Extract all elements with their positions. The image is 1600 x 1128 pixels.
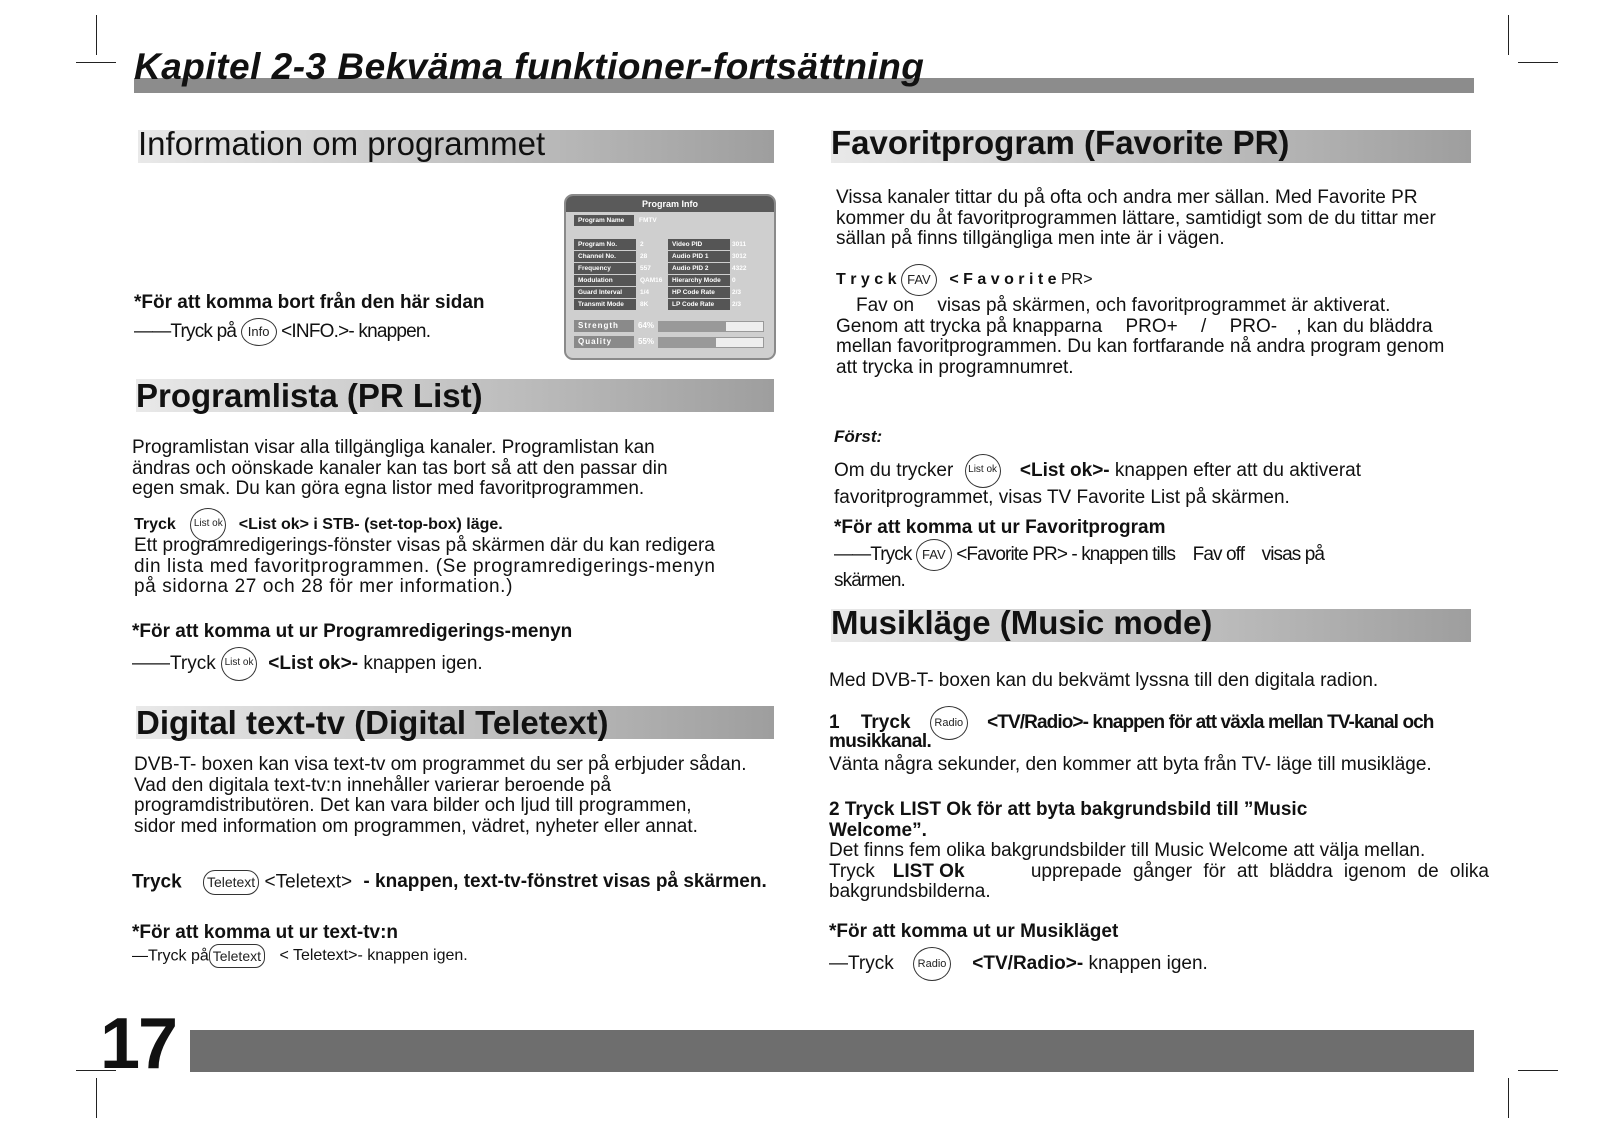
strength-bar	[658, 321, 764, 332]
favorite-first-block	[834, 427, 1494, 508]
teletext-exit-block	[132, 923, 772, 968]
quality-bar	[658, 337, 764, 348]
teletext-intro-line: DVB-T- boxen kan visa text-tv om programmet du ser på erbjuder sådan.	[134, 754, 747, 775]
program-info-value: 28	[640, 253, 648, 260]
teletext-press-label: Tryck	[132, 871, 182, 893]
music-exit-line	[829, 947, 1489, 981]
music-exit-prefix: —Tryck	[829, 952, 894, 974]
program-info-panel	[564, 194, 776, 360]
fav-button-icon: FAV	[901, 264, 937, 296]
program-info-label: Audio PID 2	[668, 263, 730, 274]
teletext-press-text: - knappen, text-tv-fönstret visas på skärmen.	[363, 871, 767, 893]
favorite-exit-heading: *För att komma ut ur Favoritprogram	[834, 517, 1166, 538]
program-info-value: 8K	[640, 301, 649, 308]
program-info-label: LP Code Rate	[668, 299, 730, 310]
section-title-music: Musikläge (Music mode)	[831, 604, 1213, 641]
music-exit-suffix: knappen igen.	[1088, 952, 1208, 974]
pro-minus-text: PRO-	[1229, 315, 1278, 337]
music-step1-line: musikkanal.	[829, 731, 932, 752]
strength-value: 64%	[638, 321, 655, 330]
teletext-button-icon: Teletext	[203, 870, 259, 895]
teletext-intro-line: Vad den digitala text-tv:n innehåller varierar beroende på	[134, 774, 612, 796]
favorite-exit-suffix: <Favorite PR> - knappen tills Fav off visas på	[956, 543, 1325, 565]
favorite-exit-line	[834, 539, 1494, 571]
favorite-exit-line: skärmen.	[834, 569, 905, 591]
list-ok-button-icon: List ok	[221, 647, 257, 681]
page-number: 17	[100, 1004, 177, 1084]
prlist-exit-suffix: knappen igen.	[363, 652, 483, 674]
fav-button-icon: FAV	[916, 539, 952, 571]
crop-mark	[96, 1078, 97, 1118]
music-step2-desc-part: upprepade gånger för att bläddra igenom de olika	[1030, 860, 1489, 882]
prlist-exit-key: <List ok>-	[268, 652, 359, 674]
teletext-press-key: <Teletext>	[264, 871, 353, 893]
program-info-label: Audio PID 1	[668, 251, 730, 262]
section-title-favorite: Favoritprogram (Favorite PR)	[831, 124, 1290, 161]
music-step1-num: 1	[829, 712, 840, 734]
program-info-title: Program Info	[566, 196, 774, 212]
prlist-exit-heading: *För att komma ut ur Programredigerings-menyn	[132, 621, 573, 642]
program-info-value: 557	[640, 265, 651, 272]
teletext-press-line	[132, 870, 822, 895]
list-ok-button-icon: List ok	[965, 454, 1001, 488]
program-info-value: QAM16	[640, 277, 663, 284]
favorite-press-block	[836, 264, 1496, 378]
music-step1-text: <TV/Radio>- knappen för att växla mellan TV-kanal och	[987, 712, 1434, 734]
quality-bar-fill	[659, 338, 716, 347]
prlist-exit-prefix: ——Tryck	[132, 652, 216, 674]
favorite-first-line: favoritprogrammet, visas TV Favorite List på skärmen.	[834, 486, 1290, 508]
quality-value: 55%	[638, 337, 655, 346]
favorite-first-key: <List ok>-	[1019, 459, 1110, 481]
prlist-intro-line: ändras och oönskade kanaler kan tas bort så att den passar din	[132, 457, 668, 479]
program-info-value: 3012	[732, 253, 747, 260]
chapter-title: Kapitel 2-3 Bekväma funktioner-fortsättning	[134, 46, 925, 87]
favorite-desc-line	[836, 296, 1496, 317]
favorite-intro-line: sällan på finns tillgängliga men inte är i vägen.	[836, 228, 1225, 249]
favorite-desc-line: att trycka in programnumret.	[836, 356, 1074, 378]
program-info-value: 1/4	[640, 289, 650, 296]
favorite-intro-line: kommer du åt favoritprogrammen lättare, samtidigt som de du tittar mer	[836, 207, 1436, 229]
favorite-press-key: < F a v o r i t e	[949, 271, 1057, 289]
program-name-value: FMTV	[639, 217, 657, 224]
prlist-desc-line: din lista med favoritprogrammen. (Se programredigerings-menyn	[134, 555, 716, 577]
program-info-value: 4322	[732, 265, 747, 272]
prlist-intro-line: egen smak. Du kan göra egna listor med favoritprogrammen.	[132, 478, 645, 499]
music-intro: Med DVB-T- boxen kan du bekvämt lyssna till den digitala radion.	[829, 670, 1379, 691]
prlist-press-text: <List ok> i STB- (set-top-box) läge.	[238, 516, 503, 534]
radio-button-icon: Radio	[913, 947, 951, 981]
strength-bar-fill	[659, 322, 726, 331]
prlist-exit-block	[132, 622, 772, 681]
music-step2-block	[829, 800, 1489, 903]
program-info-label: Guard Interval	[574, 287, 636, 298]
favorite-first-line	[834, 454, 1494, 488]
slash-text: /	[1201, 315, 1207, 337]
music-exit-block	[829, 922, 1489, 981]
prlist-desc-line: på sidorna 27 och 28 för mer information.)	[134, 576, 513, 597]
music-step1-label: Tryck	[860, 712, 911, 734]
favorite-first-prefix: Om du trycker	[834, 459, 954, 481]
music-step1-block	[829, 706, 1494, 775]
favorite-press-label: T r y c k	[836, 271, 897, 289]
music-step2-line: Welcome”.	[829, 819, 927, 841]
music-step2-press: Tryck	[829, 860, 875, 882]
favorite-first-heading: Först:	[834, 427, 883, 446]
teletext-intro	[134, 755, 794, 837]
program-name-label: Program Name	[574, 215, 634, 226]
footer-bar	[190, 1030, 1474, 1072]
prlist-intro-line: Programlistan visar alla tillgängliga kanaler. Programlistan kan	[132, 437, 655, 458]
section-title-teletext: Digital text-tv (Digital Teletext)	[136, 704, 609, 741]
favorite-first-suffix: knappen efter att du aktiverat	[1114, 459, 1362, 481]
prlist-desc-line: Ett programredigerings-fönster visas på skärmen där du kan redigera	[134, 535, 715, 556]
prlist-intro	[132, 438, 772, 500]
program-info-label: Program No.	[574, 239, 636, 250]
fav-on-text: Fav on	[856, 295, 915, 316]
program-info-value: 2/3	[732, 301, 742, 308]
music-step2-line: 2 Tryck LIST Ok för att byta bakgrundsbild till ”Music	[829, 799, 1308, 820]
teletext-exit-suffix: < Teletext>- knappen igen.	[279, 946, 468, 964]
info-button-icon: Info	[241, 318, 277, 346]
music-step2-desc	[829, 862, 1489, 883]
teletext-intro-line: programdistributören. Det kan vara bilder och ljud till programmen,	[134, 795, 692, 816]
crop-mark	[1508, 15, 1509, 55]
radio-button-icon: Radio	[930, 706, 968, 740]
music-step2-desc: bakgrundsbilderna.	[829, 881, 991, 902]
favorite-desc-text: , kan du bläddra	[1296, 315, 1433, 337]
crop-mark	[1518, 1070, 1558, 1071]
favorite-intro	[836, 188, 1486, 250]
pro-plus-text: PRO+	[1125, 315, 1178, 337]
program-info-label: Frequency	[574, 263, 636, 274]
program-info-label: Hierarchy Mode	[668, 275, 730, 286]
music-step2-key: LIST Ok	[892, 860, 965, 882]
favorite-press-key-end: PR>	[1061, 271, 1093, 289]
prlist-press-block	[134, 508, 774, 598]
favorite-desc-text: visas på skärmen, och favoritprogrammet är aktiverat.	[937, 295, 1391, 316]
teletext-button-icon: Teletext	[209, 944, 265, 969]
favorite-desc-line: mellan favoritprogrammen. Du kan fortfarande nå andra program genom	[836, 336, 1445, 357]
crop-mark	[76, 62, 116, 63]
favorite-desc-text: Genom att trycka på knapparna	[836, 315, 1103, 337]
teletext-intro-line: sidor med information om programmen, vädret, nyheter eller annat.	[134, 815, 698, 837]
program-info-label: Video PID	[668, 239, 730, 250]
crop-mark	[96, 15, 97, 55]
quality-label: Quality	[574, 336, 634, 348]
program-info-value: 0	[732, 277, 736, 284]
crop-mark	[1518, 62, 1558, 63]
section-title-prlist: Programlista (PR List)	[136, 377, 483, 414]
favorite-exit-prefix: ——Tryck	[834, 543, 912, 565]
strength-label: Strength	[574, 320, 634, 332]
program-info-label: Modulation	[574, 275, 636, 286]
favorite-exit-block	[834, 518, 1494, 591]
music-step2-desc: Det finns fem olika bakgrundsbilder till Music Welcome att välja mellan.	[829, 840, 1426, 861]
program-info-value: 2	[640, 241, 644, 248]
info-exit-heading: *För att komma bort från den här sidan	[134, 292, 485, 313]
section-title-info: Information om programmet	[138, 125, 546, 162]
info-exit-suffix: <INFO.>- knappen.	[281, 320, 431, 342]
program-info-label: Transmit Mode	[574, 299, 636, 310]
prlist-press-label: Tryck	[134, 516, 176, 534]
list-ok-button-icon: List ok	[190, 508, 226, 542]
music-exit-heading: *För att komma ut ur Musikläget	[829, 921, 1119, 942]
program-info-label: Channel No.	[574, 251, 636, 262]
program-info-value: 3011	[732, 241, 747, 248]
program-info-value: 2/3	[732, 289, 742, 296]
info-exit-prefix: ——Tryck på	[134, 320, 237, 342]
favorite-press-line	[836, 264, 1496, 296]
music-exit-key: <TV/Radio>-	[972, 952, 1084, 974]
music-step2-desc-part	[829, 862, 965, 883]
info-exit-block	[134, 293, 534, 346]
program-info-label: HP Code Rate	[668, 287, 730, 298]
favorite-desc-line	[836, 317, 1496, 338]
favorite-intro-line: Vissa kanaler tittar du på ofta och andra mer sällan. Med Favorite PR	[836, 187, 1418, 208]
info-exit-line	[134, 318, 534, 346]
teletext-exit-prefix: —Tryck på	[132, 946, 209, 964]
music-step1-desc: Vänta några sekunder, den kommer att byta från TV- läge till musikläge.	[829, 753, 1432, 775]
crop-mark	[1508, 1078, 1509, 1118]
teletext-exit-heading: *För att komma ut ur text-tv:n	[132, 922, 399, 943]
teletext-exit-line	[132, 944, 772, 969]
prlist-exit-line	[132, 647, 772, 681]
